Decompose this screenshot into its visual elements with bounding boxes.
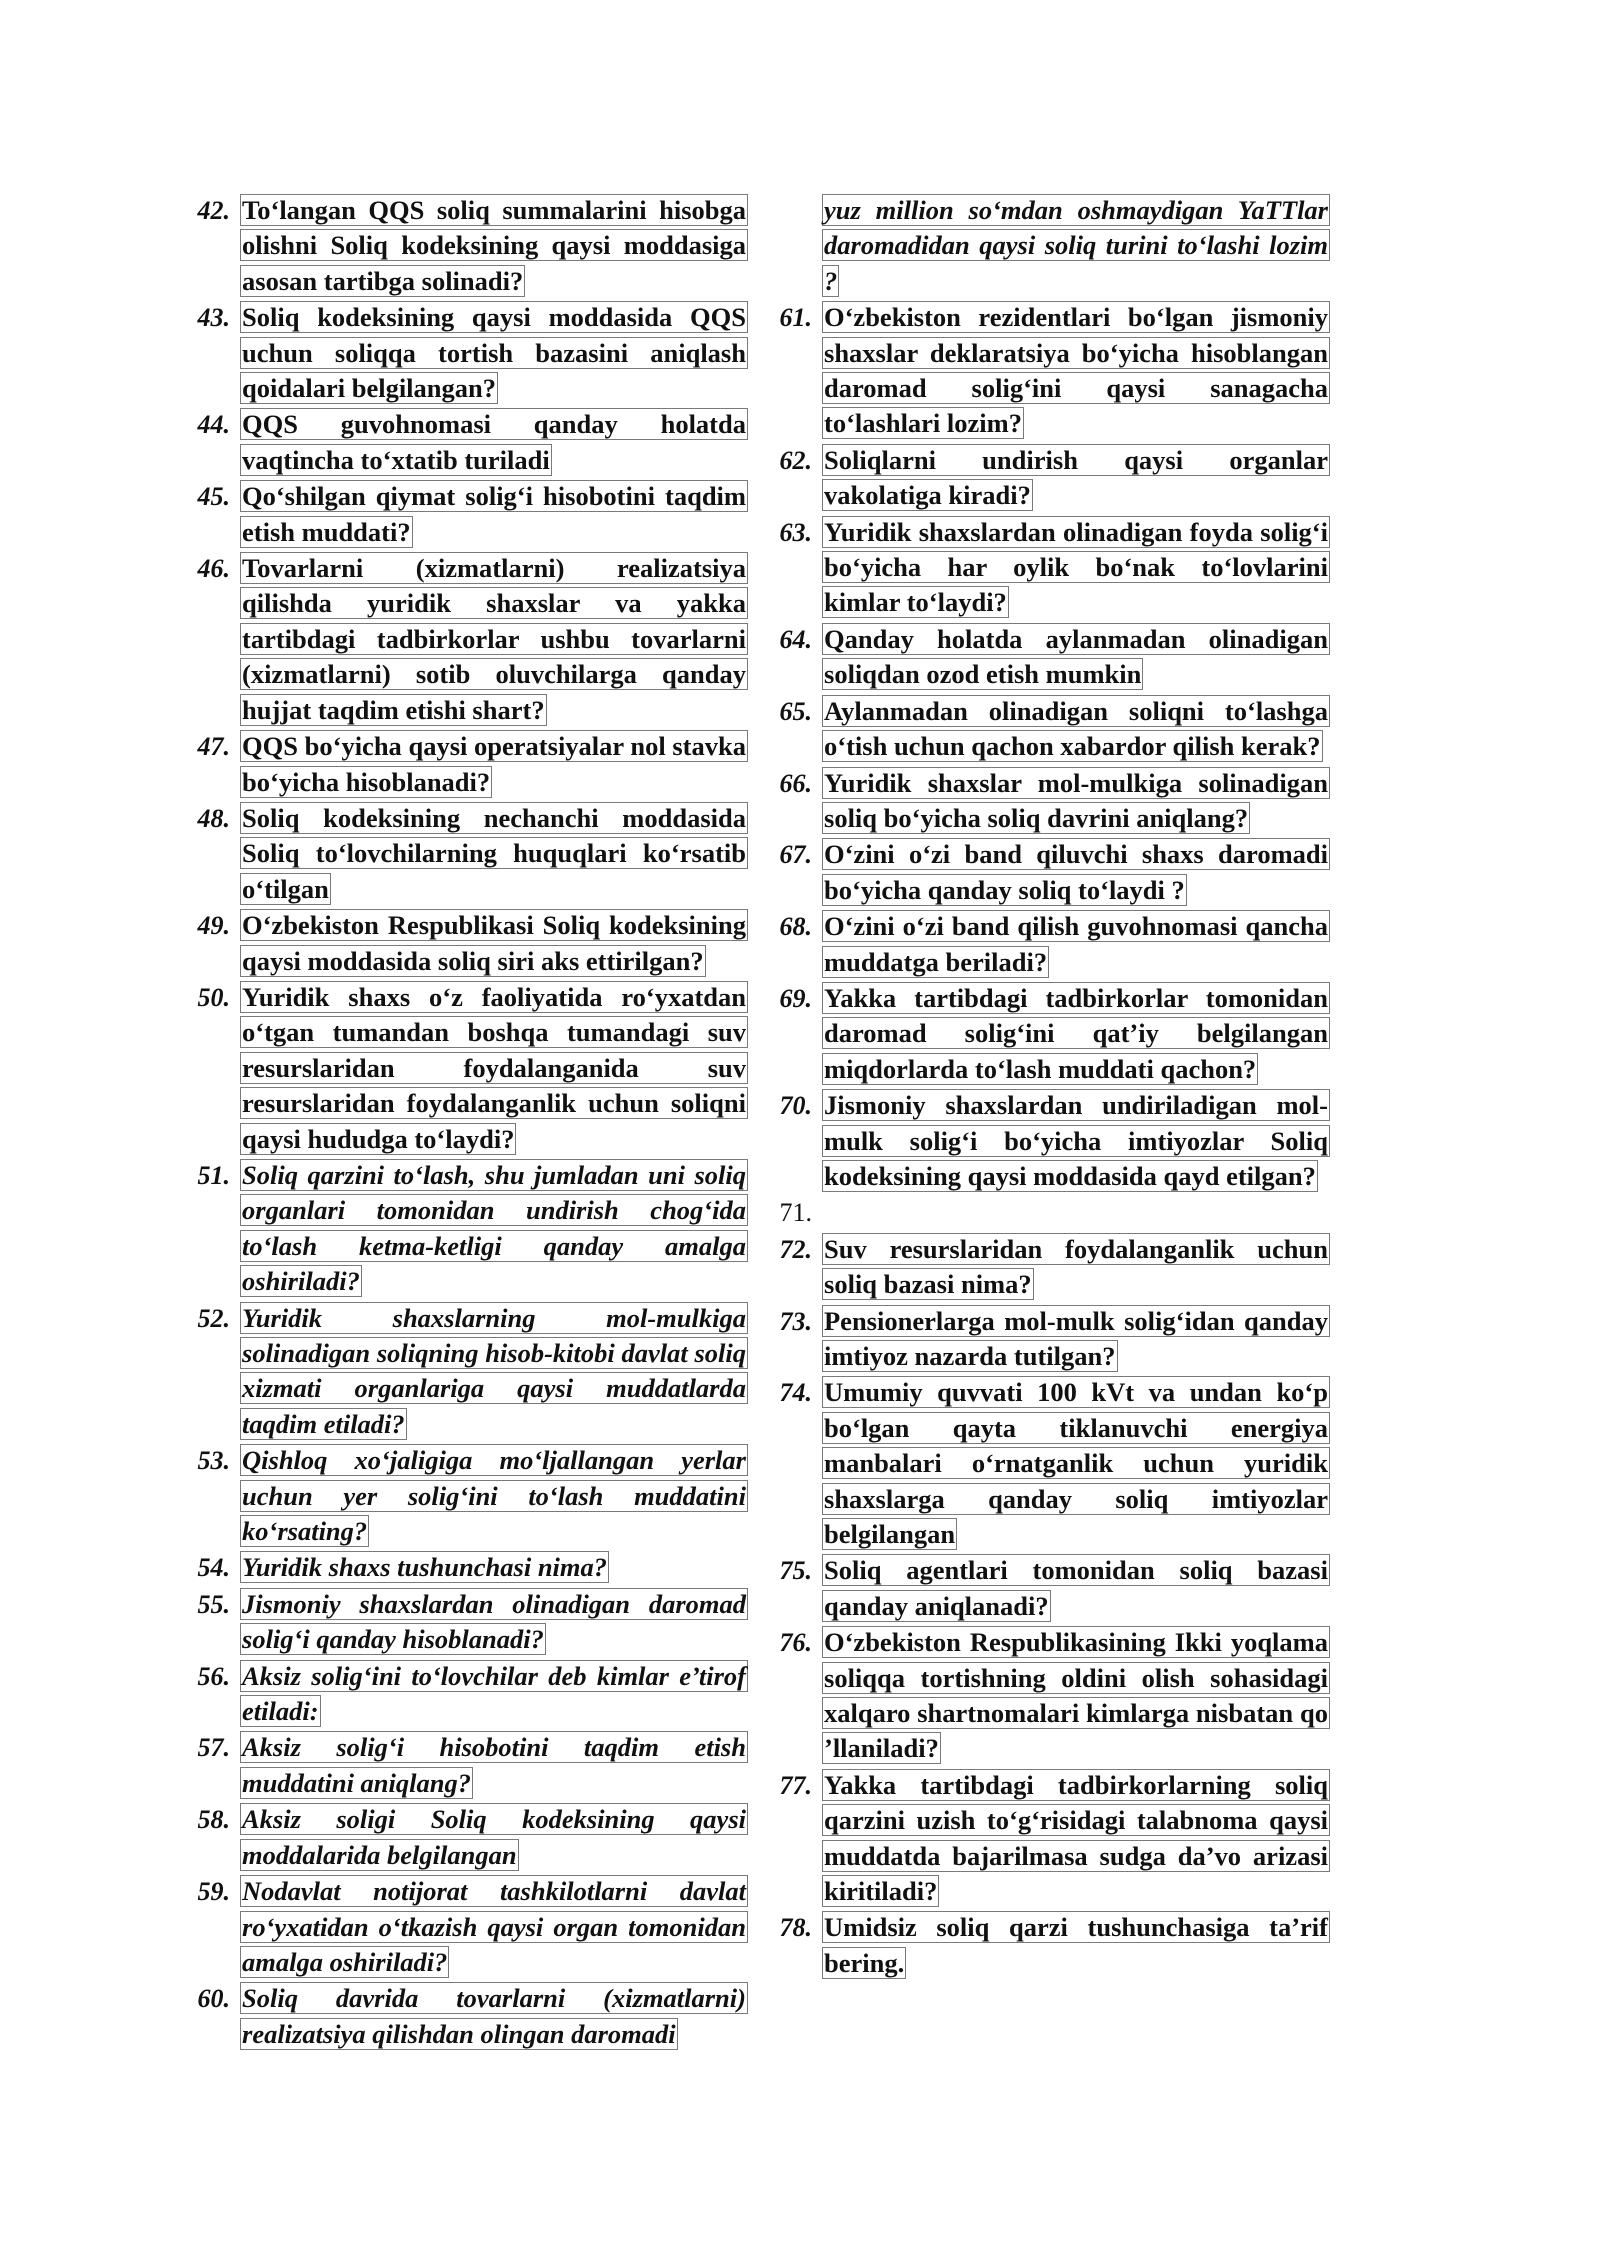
question-text-block <box>822 1768 1330 1910</box>
question-item <box>760 1768 1330 1910</box>
question-number: 52. <box>197 1303 230 1333</box>
question-item <box>178 1301 748 1443</box>
question-number: 75. <box>779 1556 812 1586</box>
question-item <box>760 766 1330 837</box>
question-text: Aksiz soligi Soliq kodeksining qaysi moddalarida belgilangan <box>242 1804 746 1870</box>
question-text-block <box>822 1088 1330 1194</box>
question-item <box>760 622 1330 693</box>
question-item <box>760 837 1330 908</box>
question-text-block <box>240 908 748 979</box>
question-number: 73. <box>779 1306 812 1336</box>
question-text: Aksiz solig‘ini to‘lovchilar deb kimlar e’tirof etiladi: <box>242 1660 746 1727</box>
question-text: QQS bo‘yicha qaysi operatsiyalar nol stavka bo‘yicha hisoblanadi? <box>242 731 746 797</box>
question-text: Umumiy quvvati 100 kVt va undan ko‘p bo‘lgan qayta tiklanuvchi energiya manbalari o‘rnatganlik uchun yuridik shaxslarga qanday soliq imtiyozlar belgilangan <box>824 1377 1328 1550</box>
question-item <box>178 908 748 979</box>
question-text-block <box>822 766 1330 837</box>
question-text-block <box>240 1874 748 1980</box>
question-text-block <box>822 1553 1330 1624</box>
question-text: O‘zbekiston Respublikasining Ikki yoqlama soliqqa tortishning oldini olish sohasidagi xalqaro shartnomalari kimlarga nisbatan qo ’llaniladi? <box>824 1627 1328 1764</box>
question-number: 66. <box>779 768 812 798</box>
question-text-block <box>240 479 748 550</box>
question-number: 69. <box>779 983 812 1013</box>
question-item <box>760 515 1330 621</box>
question-text: Yuridik shaxslardan olinadigan foyda solig‘i bo‘yicha har oylik bo‘nak to‘lovlarini kimlar to‘laydi? <box>824 516 1328 618</box>
question-number: 60. <box>197 1984 230 2014</box>
question-item <box>178 300 748 406</box>
question-item <box>760 1232 1330 1303</box>
question-number: 46. <box>197 554 230 584</box>
question-item <box>760 193 1330 299</box>
question-number: 49. <box>197 911 230 941</box>
question-number: 61. <box>779 303 812 333</box>
question-item <box>178 479 748 550</box>
question-text: O‘zbekiston rezidentlari bo‘lgan jismoniy shaxslar deklaratsiya bo‘yicha hisoblangan daromad solig‘ini qaysi sanagacha to‘lashlari lozim? <box>824 302 1328 439</box>
question-number: 76. <box>779 1628 812 1658</box>
question-text-block <box>822 1304 1330 1375</box>
question-item <box>760 694 1330 765</box>
question-number: 58. <box>197 1805 230 1835</box>
question-text-block <box>822 515 1330 621</box>
question-number: 48. <box>197 803 230 833</box>
question-number: 64. <box>779 624 812 654</box>
question-text-block <box>240 1802 748 1873</box>
question-text: QQS guvohnomasi qanday holatda vaqtincha to‘xtatib turiladi <box>242 409 746 475</box>
question-text: Soliq kodeksining qaysi moddasida QQS uchun soliqqa tortish bazasini aniqlash qoidalari belgilangan? <box>242 302 746 404</box>
question-text-block <box>822 909 1330 980</box>
question-text: Yuridik shaxs tushunchasi nima? <box>242 1552 608 1583</box>
question-number: 67. <box>779 840 812 870</box>
question-number: 53. <box>197 1446 230 1476</box>
question-text-block <box>240 1659 748 1730</box>
question-number: 78. <box>779 1913 812 1943</box>
question-item <box>760 909 1330 980</box>
question-item <box>178 1659 748 1730</box>
question-text-block <box>240 1158 748 1300</box>
question-number: 47. <box>197 732 230 762</box>
question-number: 74. <box>779 1378 812 1408</box>
question-number: 72. <box>779 1234 812 1264</box>
question-text-block <box>240 1550 748 1585</box>
question-item <box>760 1553 1330 1624</box>
question-number: 44. <box>197 410 230 440</box>
question-number: 54. <box>197 1553 230 1583</box>
question-text: Tovarlarni (xizmatlarni) realizatsiya qilishda yuridik shaxslar va yakka tartibdagi tadbirkorlar ushbu tovarlarni (xizmatlarni) sotib oluvchilarga qanday hujjat taqdim etishi shart? <box>242 553 746 725</box>
question-number: 45. <box>197 482 230 512</box>
question-text-block <box>240 1730 748 1801</box>
question-text: Jismoniy shaxslardan olinadigan daromad solig‘i qanday hisoblanadi? <box>242 1588 746 1655</box>
question-text: Soliq kodeksining nechanchi moddasida Soliq to‘lovchilarning huquqlari ko‘rsatib o‘tilgan <box>242 802 746 904</box>
question-text-block <box>240 729 748 800</box>
question-item <box>178 1981 748 2052</box>
question-item <box>178 801 748 907</box>
question-number: 51. <box>197 1160 230 1190</box>
question-text-block <box>822 1910 1330 1981</box>
question-item <box>760 300 1330 442</box>
question-number: 42. <box>197 196 230 225</box>
question-item <box>178 193 748 299</box>
question-number: 50. <box>197 982 230 1012</box>
question-item <box>178 1158 748 1300</box>
question-text-block <box>240 980 748 1157</box>
question-text-block <box>240 801 748 907</box>
question-item <box>760 1910 1330 1981</box>
question-item <box>760 443 1330 514</box>
question-text: Yuridik shaxslar mol-mulkiga solinadigan soliq bo‘yicha soliq davrini aniqlang? <box>824 767 1328 833</box>
question-text: Yakka tartibdagi tadbirkorlar tomonidan daromad solig‘ini qat’iy belgilangan miqdorlarda to‘lash muddati qachon? <box>824 982 1328 1084</box>
question-text: yuz million so‘mdan oshmaydigan YaTTlar daromadidan qaysi soliq turini to‘lashi lozim ? <box>824 195 1328 296</box>
right-question-column <box>760 193 1330 1982</box>
question-item <box>760 1195 1330 1230</box>
question-item <box>178 1587 748 1658</box>
question-item <box>178 1802 748 1873</box>
question-item <box>178 1550 748 1585</box>
question-text-block <box>822 193 1330 299</box>
question-item <box>178 729 748 800</box>
question-text-block <box>822 1195 1330 1230</box>
continued-question-text <box>760 193 1330 299</box>
question-text: Yakka tartibdagi tadbirkorlarning soliq qarzini uzish to‘g‘risidagi talabnoma qaysi muddatda bajarilmasa sudga da’vo arizasi kiritiladi? <box>824 1769 1328 1907</box>
question-text-block <box>822 981 1330 1087</box>
question-number: 57. <box>197 1733 230 1763</box>
question-item <box>178 1730 748 1801</box>
question-text: To‘langan QQS soliq summalarini hisobga olishni Soliq kodeksining qaysi moddasiga asosan tartibga solinadi? <box>242 195 746 296</box>
question-text-block <box>240 1301 748 1443</box>
question-text: O‘zini o‘zi band qilish guvohnomasi qancha muddatga beriladi? <box>824 911 1328 977</box>
question-number: 62. <box>779 445 812 475</box>
question-text: Qo‘shilgan qiymat solig‘i hisobotini taqdim etish muddati? <box>242 481 746 547</box>
question-text: O‘zbekiston Respublikasi Soliq kodeksining qaysi moddasida soliq siri aks ettirilgan? <box>242 910 746 976</box>
question-text: Aylanmadan olinadigan soliqni to‘lashga o‘tish uchun qachon xabardor qilish kerak? <box>824 695 1328 762</box>
question-text-block <box>240 551 748 728</box>
question-text: Soliqlarni undirish qaysi organlar vakolatiga kiradi? <box>824 444 1328 511</box>
question-text: Nodavlat notijorat tashkilotlarni davlat ro‘yxatidan o‘tkazish qaysi organ tomonidan amalga oshiriladi? <box>242 1876 746 1977</box>
question-text: Aksiz solig‘i hisobotini taqdim etish muddatini aniqlang? <box>242 1732 746 1798</box>
question-text-block <box>822 694 1330 765</box>
question-text-block <box>822 300 1330 442</box>
question-text: Yuridik shaxs o‘z faoliyatida ro‘yxatdan o‘tgan tumandan boshqa tumandagi suv resurslaridan foydalanganida suv resurslaridan foydalanganlik uchun soliqni qaysi hududga to‘laydi? <box>242 981 746 1154</box>
question-item <box>178 551 748 728</box>
question-number: 70. <box>779 1091 812 1121</box>
question-number: 55. <box>197 1589 230 1619</box>
question-item <box>178 407 748 478</box>
question-item <box>178 1874 748 1980</box>
question-text: Soliq davrida tovarlarni (xizmatlarni) realizatsiya qilishdan olingan daromadi <box>242 1983 746 2049</box>
question-text: Yuridik shaxslarning mol-mulkiga solinadigan soliqning hisob-kitobi davlat soliq xizmati organlariga qaysi muddatlarda taqdim etiladi? <box>242 1302 746 1439</box>
question-item <box>760 1625 1330 1767</box>
question-number: 56. <box>197 1661 230 1691</box>
question-text: Qishloq xo‘jaligiga mo‘ljallangan yerlar uchun yer solig‘ini to‘lash muddatini ko‘rsating? <box>242 1445 746 1547</box>
question-item <box>178 980 748 1157</box>
question-text: Soliq agentlari tomonidan soliq bazasi qanday aniqlanadi? <box>824 1555 1328 1621</box>
question-number: 71. <box>779 1198 812 1228</box>
question-text-block <box>822 1232 1330 1303</box>
question-text-block <box>822 837 1330 908</box>
question-item <box>760 1304 1330 1375</box>
question-text <box>822 1197 824 1227</box>
question-text-block <box>822 1375 1330 1552</box>
question-number: 43. <box>197 303 230 333</box>
question-text-block <box>822 443 1330 514</box>
question-item <box>760 1375 1330 1552</box>
question-number: 63. <box>779 517 812 547</box>
question-text-block <box>822 622 1330 693</box>
question-text-block <box>240 1443 748 1549</box>
question-text: O‘zini o‘zi band qiluvchi shaxs daromadi bo‘yicha qanday soliq to‘laydi ? <box>824 839 1328 905</box>
question-text: Pensionerlarga mol-mulk solig‘idan qanday imtiyoz nazarda tutilgan? <box>824 1305 1328 1371</box>
question-number: 65. <box>779 696 812 726</box>
question-text-block <box>822 1625 1330 1767</box>
question-text-block <box>240 193 748 299</box>
left-question-column <box>178 193 748 2053</box>
question-text-block <box>240 1587 748 1658</box>
question-number: 77. <box>779 1770 812 1800</box>
question-text: Qanday holatda aylanmadan olinadigan soliqdan ozod etish mumkin <box>824 623 1328 690</box>
question-number: 59. <box>197 1877 230 1907</box>
question-item <box>760 1088 1330 1194</box>
question-text-block <box>240 300 748 406</box>
question-text: Jismoniy shaxslardan undiriladigan mol-mulk solig‘i bo‘yicha imtiyozlar Soliq kodeksining qaysi moddasida qayd etilgan? <box>824 1090 1328 1191</box>
question-text: Suv resurslaridan foydalanganlik uchun soliq bazasi nima? <box>824 1233 1328 1300</box>
question-number: 68. <box>779 912 812 942</box>
question-text: Umidsiz soliq qarzi tushunchasiga ta’rif bering. <box>824 1912 1328 1978</box>
question-text-block <box>240 1981 748 2052</box>
question-item <box>760 981 1330 1087</box>
question-item <box>178 1443 748 1549</box>
question-text: Soliq qarzini to‘lash, shu jumladan uni soliq organlari tomonidan undirish chog‘ida to‘lash ketma-ketligi qanday amalga oshiriladi? <box>242 1159 746 1297</box>
question-text-block <box>240 407 748 478</box>
